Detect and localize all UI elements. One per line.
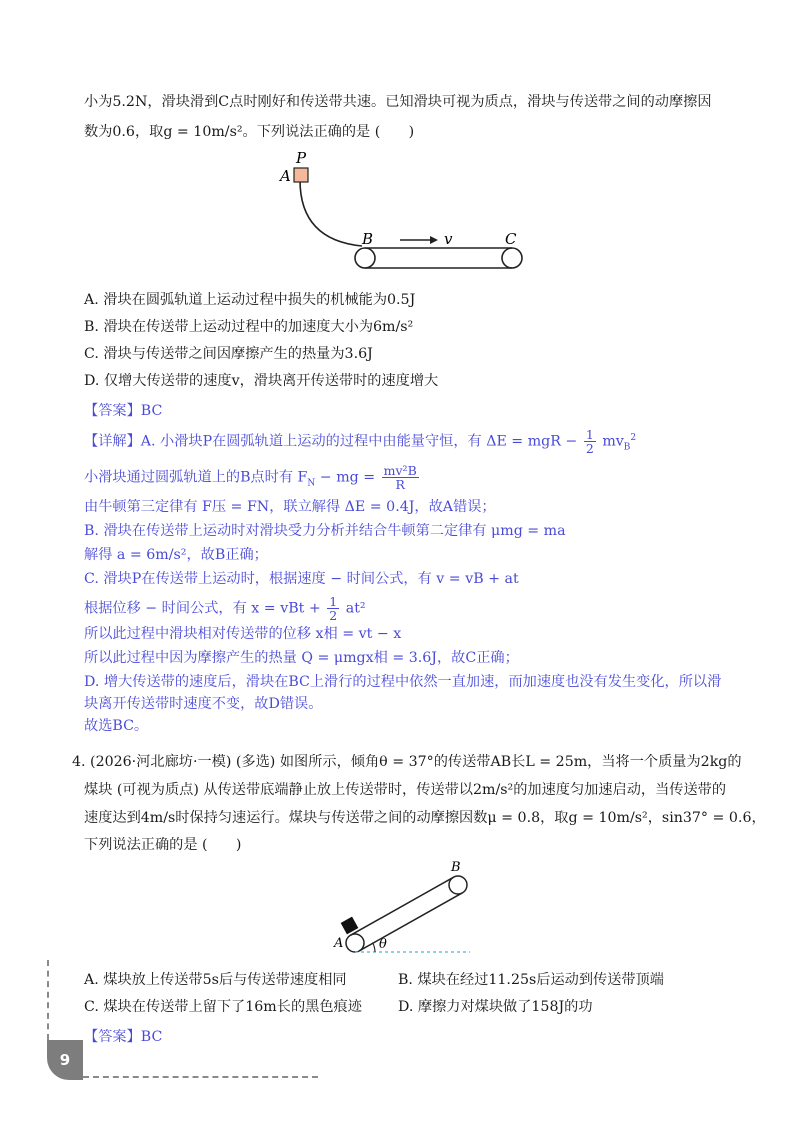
option-D: D. 摩擦力对煤块做了158J的功 (398, 999, 593, 1015)
label-B: B (362, 230, 374, 248)
explanation-text: mv (602, 433, 624, 450)
explanation-line: C. 滑块P在传送带上运动时，根据速度 − 时间公式，有 v = vB + at (84, 571, 519, 587)
explanation-line: 块离开传送带时速度不变，故D错误。 (84, 696, 323, 712)
right-roller (502, 248, 522, 268)
slider-block (294, 168, 308, 182)
label-theta: θ (379, 937, 387, 952)
question-stem-line: 4. (2026·河北廊坊·一模) (多选) 如图所示，倾角θ = 37°的传送带AB长L = 25m，当将一个质量为2kg的 (72, 754, 742, 770)
option-A: A. 煤块放上传送带5s后与传送带速度相同 (84, 972, 347, 988)
page-footer-dash (83, 1076, 318, 1078)
angle-arc (373, 943, 376, 953)
explanation-text: at² (345, 600, 366, 617)
explanation-text: 小滑块通过圆弧轨道上的B点时有 F (84, 469, 308, 486)
answer-label: 【答案】BC (84, 403, 163, 419)
explanation-line (84, 464, 421, 493)
arc-track (300, 180, 362, 246)
label-B: B (451, 860, 461, 875)
explanation-text: 根据位移 − 时间公式，有 x = vBt + (84, 600, 321, 617)
explanation-text: − mg = (315, 469, 376, 486)
label-C: C (505, 230, 517, 248)
fraction: $\frac{1}{2}$ (585, 427, 594, 457)
explanation-line: D. 增大传送带的速度后，滑块在BC上滑行的过程中依然一直加速，而加速度也没有发生变化，所以滑 (84, 674, 722, 690)
explanation-line: 解得 a = 6m/s²，故B正确； (84, 547, 268, 563)
velocity-arrowhead (430, 236, 438, 244)
answer-label: 【答案】BC (84, 1029, 163, 1045)
question-stem-line: 小为5.2N，滑块滑到C点时刚好和传送带共速。已知滑块可视为质点，滑块与传送带之间的动摩擦因 (84, 94, 712, 110)
arc-conveyor-figure (270, 148, 540, 273)
page-number: 9 (47, 1040, 83, 1080)
question-stem-line: 煤块 (可视为质点) 从传送带底端静止放上传送带时，传送带以2m/s²的加速度匀加速启动，当传送带的 (84, 782, 727, 798)
fraction: $\frac{\text{mv²B}}{R}$ (383, 463, 417, 492)
question-stem-line: 下列说法正确的是 ( ) (84, 837, 242, 853)
label-A: A (334, 936, 344, 951)
question-stem-line: 数为0.6，取g = 10m/s²。下列说法正确的是 ( ) (84, 124, 415, 140)
subscript: B (623, 442, 631, 453)
option-D: D. 仅增大传送带的速度v，滑块离开传送带时的速度增大 (84, 373, 439, 389)
incline-conveyor-figure (325, 855, 485, 960)
explanation-text: 【详解】A. 小滑块P在圆弧轨道上运动的过程中由能量守恒，有 ΔE = mgR − (84, 433, 578, 450)
explanation-line: 由牛顿第三定律有 F压 = FN，联立解得 ΔE = 0.4J，故A错误； (84, 499, 496, 515)
page-margin-dash (47, 960, 49, 1040)
label-A: A (280, 167, 291, 185)
subscript: N (307, 478, 316, 489)
question-stem-line: 速度达到4m/s时保持匀速运行。煤块与传送带之间的动摩擦因数μ = 0.8，取g = 10m/s²，sin37° = 0.6， (84, 810, 766, 826)
option-C: C. 滑块与传送带之间因摩擦产生的热量为3.6J (84, 346, 373, 362)
explanation-line (84, 595, 366, 622)
fraction: $\frac{1}{2}$ (329, 594, 338, 623)
superscript: 2 (630, 433, 637, 443)
explanation-line: 所以此过程中因为摩擦产生的热量 Q = μmgx相 = 3.6J，故C正确； (84, 650, 519, 666)
explanation-line: B. 滑块在传送带上运动时对滑块受力分析并结合牛顿第二定律有 μmg = ma (84, 523, 566, 539)
option-A: A. 滑块在圆弧轨道上运动过程中损失的机械能为0.5J (84, 292, 416, 308)
label-P: P (296, 149, 307, 167)
left-roller (355, 248, 375, 268)
label-v: v (444, 230, 453, 248)
explanation-line: 故选BC。 (84, 718, 149, 734)
option-C: C. 煤块在传送带上留下了16m长的黑色痕迹 (84, 999, 362, 1015)
option-B: B. 滑块在传送带上运动过程中的加速度大小为6m/s² (84, 319, 414, 335)
option-B: B. 煤块在经过11.25s后运动到传送带顶端 (398, 972, 664, 988)
explanation-line: 所以此过程中滑块相对传送带的位移 x相 = vt − x (84, 626, 402, 642)
explanation-line (84, 428, 636, 458)
